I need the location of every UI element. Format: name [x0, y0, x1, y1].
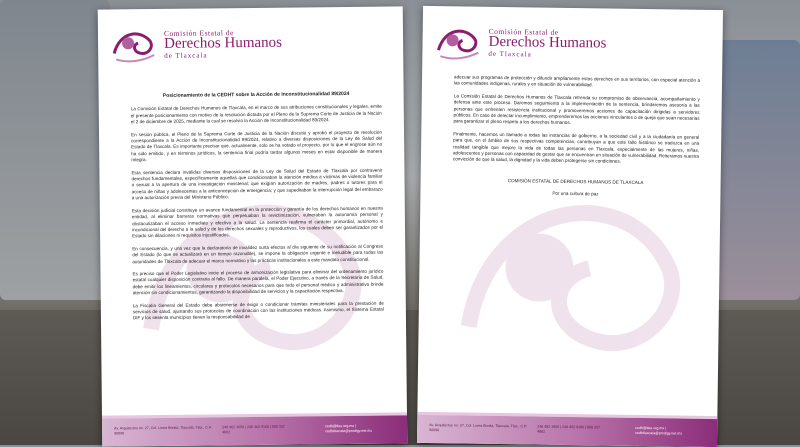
page-footer	[102, 415, 407, 446]
footer-phones: 246 462 1650 | 246 462 9160 | 800 337 4862	[222, 424, 285, 434]
org-name-line2: Derechos Humanos	[164, 35, 283, 53]
footer-emails[interactable]: cedh@tlax.org.mx | cedhtlaxcala@prodigy.net.mx	[325, 423, 373, 433]
footer-address: Av. Arquitectos no. 27, Col. Loma Bonita, Tlaxcala, Tlax., C.P. 90090	[114, 425, 212, 436]
paragraph: Es preciso que el Poder Legislativo inicie el proceso de armonización legislativa para eliminar del ordenamiento jurídico estatal cualquier disposición contraria al fallo. De manera paralela, el Poder Ejecutivo, a través de la Secretaría de Salud, debe emitir los lineamientos, circulares y protocolos necesarios para que todo el personal médico y administrativo brinde atención sin condicionamientos, garantizando la disponibilidad de servicios y la capacitación respectiva.	[132, 268, 384, 296]
page-footer	[417, 415, 717, 447]
document-title: Posicionamiento de la CEDHT sobre la Acción de Inconstitucionalidad 89/2024	[162, 90, 350, 99]
paragraph: Esta decisión judicial constituye un avance fundamental en la protección y garantía de los derechos humanos en nuestra entidad, al eliminar barreras normativas que perpetuaban la revictimización, vulneraban la autonomía personal y obstaculizaban el acceso inmediato y efectivo a la salud. La sentencia reafirma el carácter primordial, autónomo e incondicional del derecho a la salud y de los derechos sexuales y reproductivos, los cuales deben ser garantizados por el Estado sin dilaciones ni requisitos injustificados.	[131, 205, 384, 239]
signature-block	[452, 177, 698, 199]
footer-emails[interactable]: cedh@tlax.org.mx | cedhtlaxcala@prodigy.net.mx	[635, 425, 683, 436]
paragraph: Esta sentencia declara inválidas diversas disposiciones de la Ley de Salud del Estado de Tlaxcala por contravenir derechos fundamentales, específicamente aquellas que condicionaban la atención médica a víctimas de violencia familiar o sexual a la apertura de una investigación ministerial; que exigían autorización de madres, padres o tutores para el acceso de niñas y adolescentes a la anticoncepción de emergencia; y que supeditaban la interrupción legal del embarazo a una autorización previa del Ministerio Público.	[131, 167, 383, 201]
cedht-logo-icon	[434, 22, 483, 63]
footer-address: Av. Arquitectos no. 27, Col. Loma Bonita, Tlaxcala, Tlax., C.P. 90090	[429, 423, 527, 432]
org-name	[164, 28, 282, 60]
org-name-line3: de Tlaxcala	[164, 51, 208, 61]
page2-body	[452, 74, 700, 199]
org-name-line2: Derechos Humanos	[488, 34, 607, 52]
paragraph: En consecuencia, y una vez que la declaratoria de invalidez surta efectos al día siguiente de su notificación al Congreso del Estado (lo que se actualizará en un tiempo razonable), se impone la obligación urgente e ineludible para todas las autoridades de Tlaxcala de adecuar el marco normativo y las prácticas institucionales a este mandato constitucional.	[132, 243, 384, 264]
org-name	[488, 27, 606, 60]
signature-name: COMISIÓN ESTATAL DE DERECHOS HUMANOS DE TLAXCALA	[507, 178, 644, 185]
org-logo	[110, 24, 282, 66]
paragraph: La Comisión Estatal de Derechos Humanos de Tlaxcala, en el marco de sus atribuciones constitucionales y legales, emite el presente posicionamiento con motivo de la resolución dictada por el Pleno de la Suprema Corte de Justicia de la Nación el 2 de diciembre de 2025, mediante la cual se resolvió la Acción de Inconstitucionalidad 89/2024.	[130, 104, 382, 125]
page1-body	[131, 91, 384, 328]
document-page-1	[98, 6, 408, 446]
org-logo	[434, 22, 606, 64]
paragraph: La Fiscalía General del Estado debe abstenerse de exigir o condicionar trámites ministeriales para la prestación de servicios de salud, ajustando sus protocolos de coordinación con las instituciones médicas. Asimismo, el Sistema Estatal DIF y los sesenta municipios tienen la responsabilidad de	[132, 300, 384, 321]
paragraph: adecuar sus programas de protección y difundir ampliamente estos derechos en sus territorios, con especial atención a las comunidades indígenas, rurales y en situación de vulnerabilidad.	[453, 74, 701, 88]
footer-phones: 246 462 1650 | 246 462 9160 | 800 337 4862	[537, 424, 601, 434]
org-name-line3: de Tlaxcala	[488, 49, 532, 59]
background-wall	[715, 40, 800, 300]
paragraph: Finalmente, hacemos un llamado a todas las instancias de gobierno, a la sociedad civil y a la ciudadanía en general para que, en el ámbito de sus respectivas competencias, contribuyan a que este fallo histórico se traduzca en una realidad tangible que mejore la vida de todas las personas en Tlaxcala, especialmente de las mujeres, niñas, adolescentes y personas con capacidad de gestar que se encuentran en situación de vulnerabilidad. Reiteramos nuestra convicción de que la salud, la dignidad y la vida deben protegerse sin condiciones.	[452, 131, 700, 165]
document-page-2	[417, 6, 723, 447]
paragraph: En sesión pública, el Pleno de la Suprema Corte de Justicia de la Nación discutió y aprobó el proyecto de resolución correspondiente a la Acción de Inconstitucionalidad 89/2024, relativo a diversas disposiciones de la Ley de Salud del Estado de Tlaxcala. Es importante precisar que, actualmente, solo se ha votado el proyecto, por lo que el engrose aún no ha sido emitido, y en términos jurídicos, la sentencia final podría tardar algunos meses en estar disponible de manera íntegra.	[131, 129, 383, 163]
paragraph: La Comisión Estatal de Derechos Humanos de Tlaxcala refrenda su compromiso de observancia, acompañamiento y defensa ante este proceso. Daremos seguimiento a la implementación de la sentencia, brindaremos asesoría a las personas que enfrenten resistencia institucional y promoveremos acciones de capacitación dirigidas a servidores públicos. En caso de detectar incumplimiento, emprenderemos las acciones vinculantes o de queja que sean necesarias para garantizar el pleno respeto a los derechos humanos.	[453, 93, 700, 126]
org-name-line1: Comisión Estatal de	[163, 27, 234, 38]
org-name-line1: Comisión Estatal de	[488, 26, 559, 37]
motto: Por una cultura de paz	[552, 191, 599, 197]
cedht-logo-icon	[110, 25, 158, 66]
background-building	[0, 0, 110, 300]
